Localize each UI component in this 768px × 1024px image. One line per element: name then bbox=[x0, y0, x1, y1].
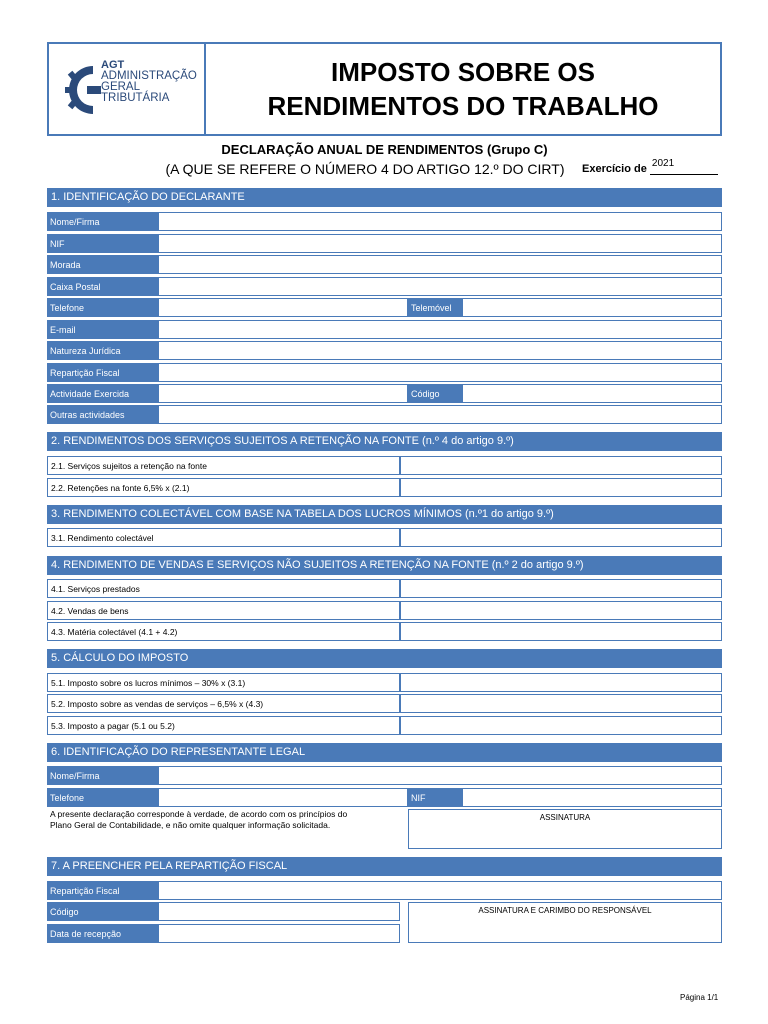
header-box bbox=[47, 42, 722, 136]
nome-label: Nome/Firma bbox=[47, 212, 158, 231]
logo-line3: TRIBUTÁRIA bbox=[101, 92, 170, 104]
logo bbox=[49, 44, 206, 134]
logo-agt: AGT bbox=[101, 59, 125, 71]
email-input[interactable] bbox=[158, 320, 722, 339]
section7-header: 7. A PREENCHER PELA REPARTIÇÃO FISCAL bbox=[47, 857, 722, 876]
rep-nome-input[interactable] bbox=[158, 766, 722, 785]
form-subtitle-reference: (A QUE SE REFERE O NÚMERO 4 DO ARTIGO 12.º DO CIRT) bbox=[165, 161, 565, 177]
title-line2: RENDIMENTOS DO TRABALHO bbox=[267, 91, 659, 121]
reparticao-label: Repartição Fiscal bbox=[47, 363, 158, 382]
agt-logo-icon bbox=[63, 60, 103, 120]
exercicio-value: 2021 bbox=[651, 158, 675, 169]
telefone-input[interactable] bbox=[158, 298, 408, 317]
title-line1: IMPOSTO SOBRE OS bbox=[331, 57, 595, 87]
section6-header: 6. IDENTIFICAÇÃO DO REPRESENTANTE LEGAL bbox=[47, 743, 722, 762]
section4-header: 4. RENDIMENTO DE VENDAS E SERVIÇOS NÃO SUJEITOS A RETENÇÃO NA FONTE (n.º 2 do artigo 9.º) bbox=[47, 556, 722, 575]
rf-codigo-label: Código bbox=[47, 902, 158, 921]
responsavel-signature-box[interactable] bbox=[408, 902, 722, 943]
page-number: Página 1/1 bbox=[680, 993, 719, 1002]
row-3-1-input[interactable] bbox=[400, 528, 722, 547]
responsavel-signature-label: ASSINATURA E CARIMBO DO RESPONSÁVEL bbox=[478, 906, 652, 915]
signature-box[interactable] bbox=[408, 809, 722, 849]
section3-header: 3. RENDIMENTO COLECTÁVEL COM BASE NA TABELA DOS LUCROS MÍNIMOS (n.º1 do artigo 9.º) bbox=[47, 505, 722, 524]
row-5-2-input[interactable] bbox=[400, 694, 722, 713]
email-label: E-mail bbox=[47, 320, 158, 339]
row-4-3-label: 4.3. Matéria colectável (4.1 + 4.2) bbox=[47, 622, 400, 641]
logo-line2: GERAL bbox=[101, 81, 140, 93]
caixa-postal-input[interactable] bbox=[158, 277, 722, 296]
rep-nif-label: NIF bbox=[408, 788, 462, 807]
rf-codigo-input[interactable] bbox=[158, 902, 400, 921]
morada-input[interactable] bbox=[158, 255, 722, 274]
exercicio-label: Exercício de bbox=[582, 163, 647, 175]
outras-label: Outras actividades bbox=[47, 405, 158, 424]
telefone-label: Telefone bbox=[47, 298, 158, 317]
rep-nome-label: Nome/Firma bbox=[47, 766, 158, 785]
telemovel-label: Telemóvel bbox=[408, 298, 462, 317]
natureza-label: Natureza Jurídica bbox=[47, 341, 158, 360]
nif-label: NIF bbox=[47, 234, 158, 253]
row-4-2-label: 4.2. Vendas de bens bbox=[47, 601, 400, 620]
nif-input[interactable] bbox=[158, 234, 722, 253]
outras-input[interactable] bbox=[158, 405, 722, 424]
row-5-1-input[interactable] bbox=[400, 673, 722, 692]
rf-reparticao-input[interactable] bbox=[158, 881, 722, 900]
exercicio-field[interactable] bbox=[650, 160, 718, 175]
rep-nif-input[interactable] bbox=[462, 788, 722, 807]
logo-text bbox=[101, 60, 197, 104]
rf-data-label: Data de recepção bbox=[47, 924, 158, 943]
row-2-1-input[interactable] bbox=[400, 456, 722, 475]
declaration-text bbox=[50, 809, 402, 831]
row-3-1-label: 3.1. Rendimento colectável bbox=[47, 528, 400, 547]
page-title bbox=[206, 44, 720, 134]
codigo-label: Código bbox=[408, 384, 462, 403]
row-5-3-input[interactable] bbox=[400, 716, 722, 735]
declaration-line1: A presente declaração corresponde à verdade, de acordo com os princípios do bbox=[50, 809, 348, 819]
row-5-3-label: 5.3. Imposto a pagar (5.1 ou 5.2) bbox=[47, 716, 400, 735]
morada-label: Morada bbox=[47, 255, 158, 274]
actividade-input[interactable] bbox=[158, 384, 408, 403]
row-2-2-label: 2.2. Retenções na fonte 6,5% x (2.1) bbox=[47, 478, 400, 497]
row-4-2-input[interactable] bbox=[400, 601, 722, 620]
rep-telefone-input[interactable] bbox=[158, 788, 408, 807]
telemovel-input[interactable] bbox=[462, 298, 722, 317]
section2-header: 2. RENDIMENTOS DOS SERVIÇOS SUJEITOS A RETENÇÃO NA FONTE (n.º 4 do artigo 9.º) bbox=[47, 432, 722, 451]
row-5-1-label: 5.1. Imposto sobre os lucros mínimos – 30% x (3.1) bbox=[47, 673, 400, 692]
rf-data-input[interactable] bbox=[158, 924, 400, 943]
form-subtitle: DECLARAÇÃO ANUAL DE RENDIMENTOS (Grupo C) bbox=[221, 142, 548, 157]
exercicio bbox=[582, 160, 722, 175]
declaration-line2: Plano Geral de Contabilidade, e não omite qualquer informação solicitada. bbox=[50, 820, 331, 830]
actividade-label: Actividade Exercida bbox=[47, 384, 158, 403]
nome-input[interactable] bbox=[158, 212, 722, 231]
rep-telefone-label: Telefone bbox=[47, 788, 158, 807]
row-4-3-input[interactable] bbox=[400, 622, 722, 641]
row-2-2-input[interactable] bbox=[400, 478, 722, 497]
row-4-1-input[interactable] bbox=[400, 579, 722, 598]
row-4-1-label: 4.1. Serviços prestados bbox=[47, 579, 400, 598]
caixa-postal-label: Caixa Postal bbox=[47, 277, 158, 296]
natureza-input[interactable] bbox=[158, 341, 722, 360]
logo-line1: ADMINISTRAÇÃO bbox=[101, 70, 197, 82]
rf-reparticao-label: Repartição Fiscal bbox=[47, 881, 158, 900]
row-2-1-label: 2.1. Serviços sujeitos a retenção na fonte bbox=[47, 456, 400, 475]
signature-label: ASSINATURA bbox=[539, 813, 591, 822]
reparticao-input[interactable] bbox=[158, 363, 722, 382]
section1-header: 1. IDENTIFICAÇÃO DO DECLARANTE bbox=[47, 188, 722, 207]
codigo-input[interactable] bbox=[462, 384, 722, 403]
row-5-2-label: 5.2. Imposto sobre as vendas de serviços – 6,5% x (4.3) bbox=[47, 694, 400, 713]
section5-header: 5. CÁLCULO DO IMPOSTO bbox=[47, 649, 722, 668]
